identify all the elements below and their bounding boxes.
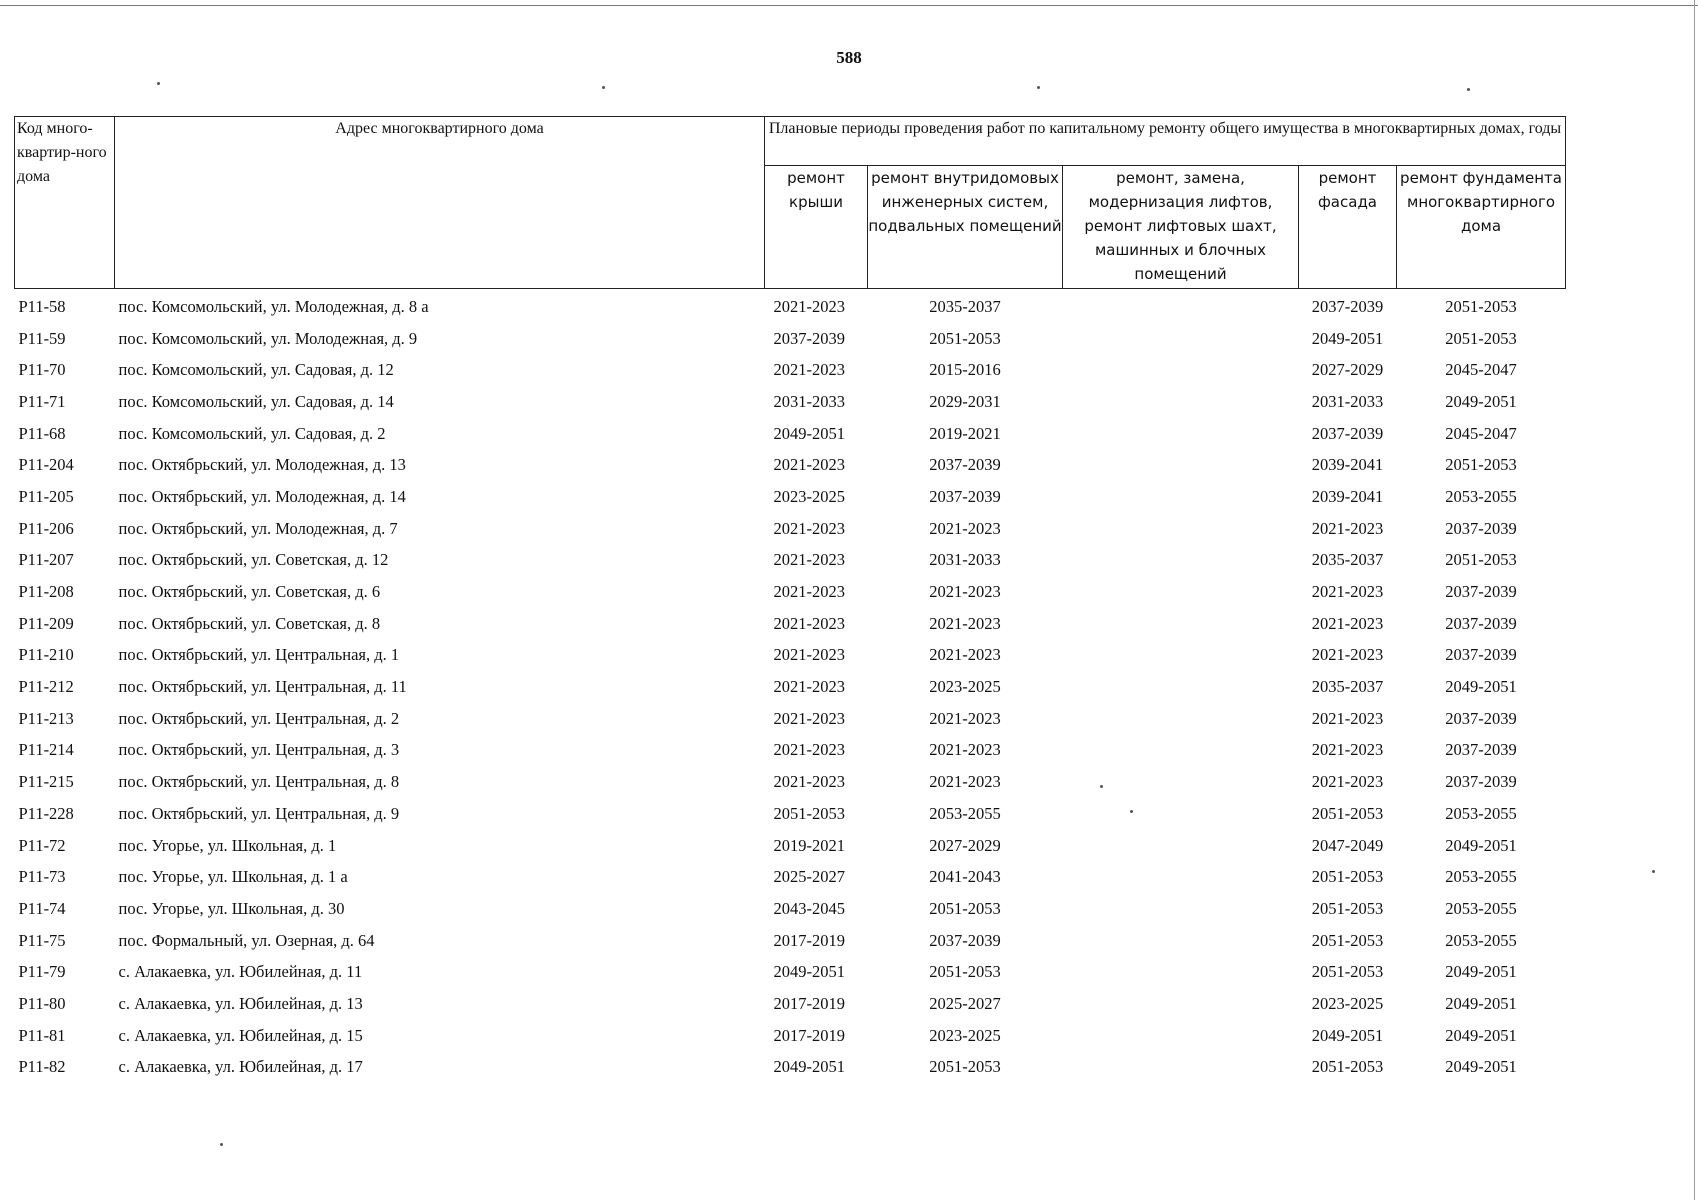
cell-foundation: 2037-2039: [1445, 708, 1517, 728]
cell-address: пос. Октябрьский, ул. Центральная, д. 2: [118, 708, 400, 728]
cell-address: пос. Комсомольский, ул. Садовая, д. 12: [118, 360, 394, 380]
cell-foundation: 2049-2051: [1445, 391, 1517, 411]
table-row: [15, 513, 1566, 545]
cell-code: P11-70: [18, 360, 66, 380]
cell-foundation: 2051-2053: [1445, 455, 1517, 475]
cell-systems: 2021-2023: [929, 518, 1001, 538]
cell-address: пос. Комсомольский, ул. Молодежная, д. 9: [118, 328, 418, 348]
cell-systems: 2041-2043: [929, 867, 1001, 887]
cell-systems: 2021-2023: [929, 740, 1001, 760]
cell-systems: 2051-2053: [929, 898, 1001, 918]
cell-lifts: [1063, 798, 1299, 830]
cell-systems: 2027-2029: [929, 835, 1001, 855]
cell-facade: 2023-2025: [1311, 993, 1384, 1013]
cell-systems: 2021-2023: [929, 582, 1001, 602]
cell-foundation: 2037-2039: [1445, 518, 1517, 538]
table-row: [15, 956, 1566, 988]
cell-code: P11-68: [18, 423, 66, 443]
scan-speck: [1037, 86, 1040, 89]
cell-address: пос. Октябрьский, ул. Советская, д. 12: [118, 550, 389, 570]
cell-systems: 2021-2023: [929, 708, 1001, 728]
table-row: [15, 1052, 1566, 1084]
cell-foundation: 2053-2055: [1445, 930, 1517, 950]
cell-roof: 2023-2025: [773, 486, 845, 506]
cell-roof: 2051-2053: [773, 803, 845, 823]
cell-facade: 2037-2039: [1311, 423, 1384, 443]
cell-facade: 2021-2023: [1311, 708, 1384, 728]
cell-roof: 2017-2019: [773, 1025, 845, 1045]
table-row: [15, 671, 1566, 703]
cell-facade: 2021-2023: [1311, 582, 1384, 602]
cell-systems: 2051-2053: [929, 962, 1001, 982]
cell-address: пос. Октябрьский, ул. Центральная, д. 8: [118, 772, 400, 792]
cell-code: P11-213: [18, 708, 74, 728]
cell-systems: 2029-2031: [929, 391, 1001, 411]
cell-roof: 2037-2039: [773, 328, 845, 348]
top-scan-rule: [0, 5, 1698, 6]
cell-systems: 2021-2023: [929, 613, 1001, 633]
cell-address: с. Алакаевка, ул. Юбилейная, д. 13: [118, 993, 363, 1013]
cell-roof: 2021-2023: [773, 645, 845, 665]
cell-foundation: 2049-2051: [1445, 677, 1517, 697]
cell-foundation: 2049-2051: [1445, 962, 1517, 982]
table-row: [15, 354, 1566, 386]
cell-code: P11-204: [18, 455, 74, 475]
cell-facade: 2039-2041: [1311, 455, 1384, 475]
cell-lifts: [1063, 925, 1299, 957]
cell-lifts: [1063, 576, 1299, 608]
cell-foundation: 2037-2039: [1445, 582, 1517, 602]
cell-systems: 2037-2039: [929, 486, 1001, 506]
cell-address: пос. Октябрьский, ул. Молодежная, д. 14: [118, 486, 406, 506]
header-lifts: ремонт, замена, модернизация лифтов, ремонт лифтовых шахт, машинных и блочных помещений: [1063, 166, 1299, 289]
cell-code: P11-71: [18, 391, 66, 411]
cell-address: пос. Октябрьский, ул. Молодежная, д. 13: [118, 455, 406, 475]
cell-foundation: 2051-2053: [1445, 296, 1517, 316]
table-body: [15, 289, 1566, 1084]
cell-systems: 2035-2037: [929, 296, 1001, 316]
cell-facade: 2049-2051: [1311, 1025, 1384, 1045]
header-planned-periods: Плановые периоды проведения работ по капитальному ремонту общего имущества в многоквартирных домах, годы: [765, 117, 1566, 166]
cell-systems: 2023-2025: [929, 1025, 1001, 1045]
cell-lifts: [1063, 545, 1299, 577]
cell-lifts: [1063, 513, 1299, 545]
cell-lifts: [1063, 766, 1299, 798]
cell-foundation: 2053-2055: [1445, 898, 1517, 918]
table-row: [15, 798, 1566, 830]
cell-facade: 2021-2023: [1311, 772, 1384, 792]
cell-roof: 2021-2023: [773, 360, 845, 380]
table-row: [15, 481, 1566, 513]
cell-facade: 2035-2037: [1311, 550, 1384, 570]
cell-foundation: 2045-2047: [1445, 360, 1517, 380]
cell-facade: 2051-2053: [1311, 867, 1384, 887]
cell-code: P11-80: [18, 993, 66, 1013]
cell-facade: 2051-2053: [1311, 930, 1384, 950]
cell-facade: 2035-2037: [1311, 677, 1384, 697]
cell-address: пос. Октябрьский, ул. Центральная, д. 1: [118, 645, 400, 665]
cell-code: P11-212: [18, 677, 74, 697]
cell-code: P11-73: [18, 867, 66, 887]
cell-address: с. Алакаевка, ул. Юбилейная, д. 11: [118, 962, 363, 982]
cell-roof: 2021-2023: [773, 708, 845, 728]
cell-facade: 2047-2049: [1311, 835, 1384, 855]
cell-address: пос. Формальный, ул. Озерная, д. 64: [118, 930, 375, 950]
cell-address: пос. Октябрьский, ул. Центральная, д. 3: [118, 740, 400, 760]
cell-address: пос. Угорье, ул. Школьная, д. 1: [118, 835, 337, 855]
cell-address: пос. Октябрьский, ул. Центральная, д. 9: [118, 803, 400, 823]
cell-systems: 2037-2039: [929, 455, 1001, 475]
header-roof: ремонт крыши: [765, 166, 868, 289]
cell-facade: 2021-2023: [1311, 518, 1384, 538]
header-foundation: ремонт фундамента многоквартирного дома: [1397, 166, 1566, 289]
scan-speck: [1100, 785, 1103, 788]
table-row: [15, 608, 1566, 640]
table-row: [15, 386, 1566, 418]
cell-foundation: 2037-2039: [1445, 740, 1517, 760]
cell-facade: 2031-2033: [1311, 391, 1384, 411]
cell-foundation: 2053-2055: [1445, 867, 1517, 887]
cell-lifts: [1063, 386, 1299, 418]
cell-code: P11-75: [18, 930, 66, 950]
cell-roof: 2021-2023: [773, 677, 845, 697]
cell-roof: 2049-2051: [773, 1057, 845, 1077]
cell-facade: 2051-2053: [1311, 898, 1384, 918]
cell-code: P11-59: [18, 328, 66, 348]
cell-roof: 2031-2033: [773, 391, 845, 411]
cell-code: P11-205: [18, 486, 74, 506]
cell-code: P11-209: [18, 613, 74, 633]
cell-facade: 2051-2053: [1311, 803, 1384, 823]
cell-roof: 2021-2023: [773, 772, 845, 792]
cell-foundation: 2051-2053: [1445, 550, 1517, 570]
table-row: [15, 289, 1566, 323]
cell-foundation: 2045-2047: [1445, 423, 1517, 443]
cell-lifts: [1063, 354, 1299, 386]
table-row: [15, 861, 1566, 893]
cell-code: P11-206: [18, 518, 74, 538]
cell-roof: 2043-2045: [773, 898, 845, 918]
cell-systems: 2015-2016: [929, 360, 1001, 380]
cell-lifts: [1063, 735, 1299, 767]
cell-code: P11-79: [18, 962, 66, 982]
cell-roof: 2017-2019: [773, 930, 845, 950]
cell-address: пос. Октябрьский, ул. Молодежная, д. 7: [118, 518, 398, 538]
right-scan-rule: [1694, 0, 1695, 1200]
cell-address: пос. Угорье, ул. Школьная, д. 1 а: [118, 867, 348, 887]
header-address: Адрес многоквартирного дома: [115, 117, 765, 289]
cell-code: P11-208: [18, 582, 74, 602]
header-systems: ремонт внутридомовых инженерных систем, подвальных помещений: [868, 166, 1063, 289]
table-row: [15, 766, 1566, 798]
cell-foundation: 2037-2039: [1445, 772, 1517, 792]
table-row: [15, 640, 1566, 672]
cell-systems: 2051-2053: [929, 1057, 1001, 1077]
scan-speck: [1652, 870, 1655, 873]
header-code: Код много-квартир-ного дома: [15, 117, 115, 289]
table-row: [15, 830, 1566, 862]
cell-lifts: [1063, 703, 1299, 735]
cell-roof: 2021-2023: [773, 296, 845, 316]
cell-lifts: [1063, 323, 1299, 355]
table-row: [15, 735, 1566, 767]
capital-repair-plan-table: [14, 116, 1566, 1083]
cell-roof: 2021-2023: [773, 550, 845, 570]
cell-foundation: 2037-2039: [1445, 645, 1517, 665]
cell-facade: 2021-2023: [1311, 613, 1384, 633]
cell-code: P11-82: [18, 1057, 66, 1077]
cell-lifts: [1063, 640, 1299, 672]
cell-lifts: [1063, 418, 1299, 450]
cell-systems: 2051-2053: [929, 328, 1001, 348]
cell-facade: 2027-2029: [1311, 360, 1384, 380]
cell-lifts: [1063, 481, 1299, 513]
cell-foundation: 2049-2051: [1445, 1025, 1517, 1045]
cell-address: с. Алакаевка, ул. Юбилейная, д. 17: [118, 1057, 363, 1077]
cell-lifts: [1063, 1020, 1299, 1052]
cell-lifts: [1063, 608, 1299, 640]
table-row: [15, 893, 1566, 925]
cell-foundation: 2037-2039: [1445, 613, 1517, 633]
table-row: [15, 576, 1566, 608]
cell-address: пос. Октябрьский, ул. Советская, д. 6: [118, 582, 381, 602]
cell-facade: 2037-2039: [1311, 296, 1384, 316]
cell-lifts: [1063, 988, 1299, 1020]
cell-address: пос. Октябрьский, ул. Центральная, д. 11: [118, 677, 407, 697]
cell-address: с. Алакаевка, ул. Юбилейная, д. 15: [118, 1025, 363, 1045]
table-row: [15, 323, 1566, 355]
cell-systems: 2031-2033: [929, 550, 1001, 570]
cell-lifts: [1063, 1052, 1299, 1084]
cell-address: пос. Комсомольский, ул. Садовая, д. 14: [118, 391, 394, 411]
cell-lifts: [1063, 893, 1299, 925]
cell-lifts: [1063, 830, 1299, 862]
table-row: [15, 418, 1566, 450]
table-row: [15, 1020, 1566, 1052]
cell-roof: 2017-2019: [773, 993, 845, 1013]
page-number: 588: [836, 48, 862, 67]
scan-speck: [602, 86, 605, 89]
cell-code: P11-81: [18, 1025, 66, 1045]
cell-systems: 2053-2055: [929, 803, 1001, 823]
cell-address: пос. Комсомольский, ул. Садовая, д. 2: [118, 423, 386, 443]
cell-lifts: [1063, 956, 1299, 988]
cell-foundation: 2053-2055: [1445, 803, 1517, 823]
cell-facade: 2051-2053: [1311, 962, 1384, 982]
cell-roof: 2021-2023: [773, 582, 845, 602]
cell-facade: 2021-2023: [1311, 645, 1384, 665]
cell-lifts: [1063, 289, 1299, 323]
cell-facade: 2049-2051: [1311, 328, 1384, 348]
cell-roof: 2021-2023: [773, 518, 845, 538]
cell-address: пос. Угорье, ул. Школьная, д. 30: [118, 898, 345, 918]
cell-roof: 2021-2023: [773, 613, 845, 633]
cell-facade: 2021-2023: [1311, 740, 1384, 760]
table-row: [15, 449, 1566, 481]
header-facade: ремонт фасада: [1299, 166, 1397, 289]
table-header: [15, 117, 1566, 289]
cell-foundation: 2051-2053: [1445, 328, 1517, 348]
cell-roof: 2049-2051: [773, 962, 845, 982]
cell-lifts: [1063, 671, 1299, 703]
scan-speck: [1130, 810, 1133, 813]
cell-systems: 2023-2025: [929, 677, 1001, 697]
table-row: [15, 703, 1566, 735]
cell-facade: 2039-2041: [1311, 486, 1384, 506]
cell-foundation: 2053-2055: [1445, 486, 1517, 506]
cell-code: P11-58: [18, 296, 66, 316]
cell-facade: 2051-2053: [1311, 1057, 1384, 1077]
cell-code: P11-215: [18, 772, 74, 792]
scan-speck: [157, 82, 160, 85]
cell-foundation: 2049-2051: [1445, 993, 1517, 1013]
cell-roof: 2049-2051: [773, 423, 845, 443]
table-row: [15, 545, 1566, 577]
cell-lifts: [1063, 449, 1299, 481]
cell-code: P11-210: [18, 645, 74, 665]
scan-speck: [220, 1143, 223, 1146]
cell-systems: 2021-2023: [929, 772, 1001, 792]
cell-code: P11-72: [18, 835, 66, 855]
table-row: [15, 925, 1566, 957]
cell-roof: 2021-2023: [773, 740, 845, 760]
cell-roof: 2019-2021: [773, 835, 845, 855]
cell-systems: 2021-2023: [929, 645, 1001, 665]
cell-roof: 2021-2023: [773, 455, 845, 475]
cell-systems: 2037-2039: [929, 930, 1001, 950]
cell-systems: 2019-2021: [929, 423, 1001, 443]
cell-lifts: [1063, 861, 1299, 893]
cell-code: P11-214: [18, 740, 74, 760]
cell-roof: 2025-2027: [773, 867, 845, 887]
cell-systems: 2025-2027: [929, 993, 1001, 1013]
cell-foundation: 2049-2051: [1445, 1057, 1517, 1077]
cell-address: пос. Комсомольский, ул. Молодежная, д. 8 а: [118, 296, 429, 316]
table-row: [15, 988, 1566, 1020]
cell-code: P11-207: [18, 550, 74, 570]
cell-code: P11-74: [18, 898, 66, 918]
cell-foundation: 2049-2051: [1445, 835, 1517, 855]
cell-code: P11-228: [18, 803, 74, 823]
cell-address: пос. Октябрьский, ул. Советская, д. 8: [118, 613, 381, 633]
scan-speck: [1467, 88, 1470, 91]
